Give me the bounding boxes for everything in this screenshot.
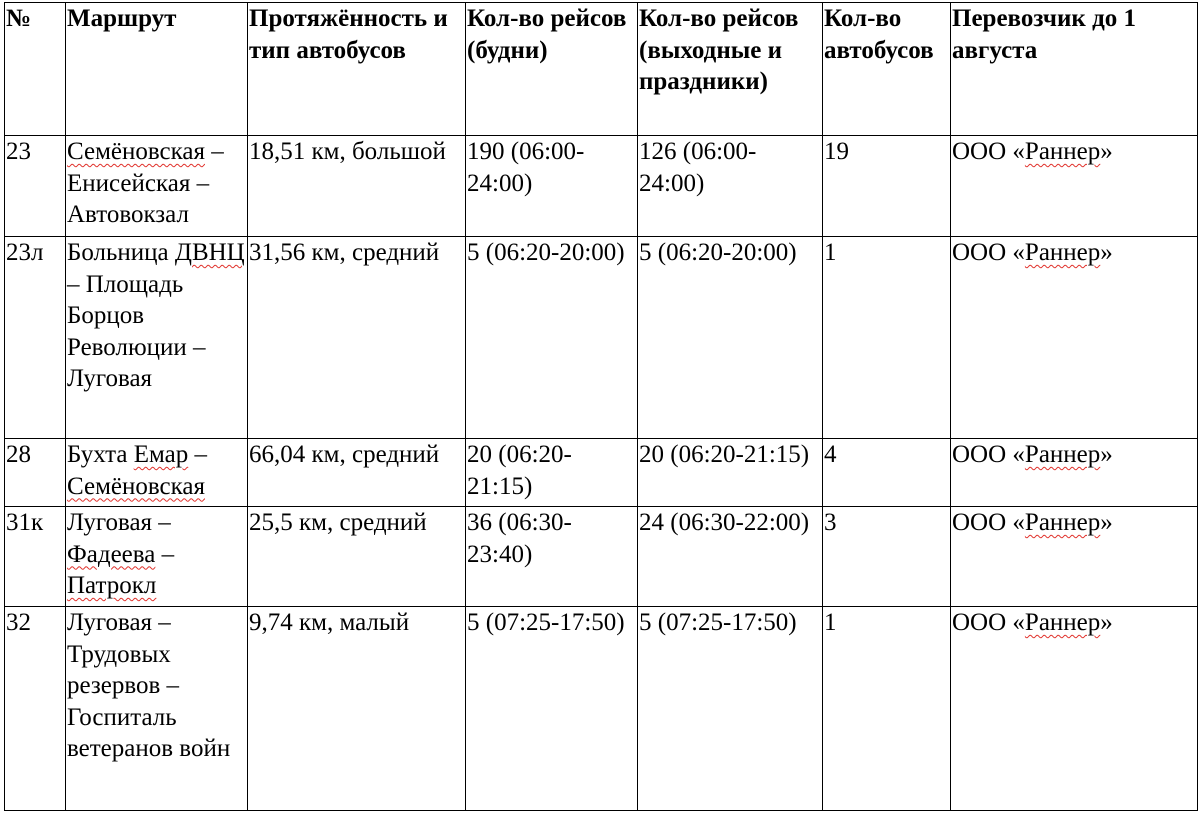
bus-count: 4 [823, 439, 951, 507]
table-row [5, 237, 1198, 439]
route-name-part: Бухта [67, 441, 134, 468]
carrier-part: Раннер [1024, 138, 1101, 165]
route-number: 23л [5, 237, 66, 439]
header-trips-weekdays: Кол-во рейсов (будни) [466, 3, 638, 136]
header-carrier: Перевозчик до 1 августа [951, 3, 1198, 136]
route-name-part: – [155, 540, 175, 568]
carrier-part: » [1100, 441, 1113, 468]
route-name-part: Фадеева [67, 540, 156, 568]
carrier [951, 507, 1198, 607]
trips-weekdays: 36 (06:30-23:40) [466, 507, 638, 607]
route-length-type: 18,51 км, большой [248, 136, 466, 237]
header-buses: Кол-во автобусов [823, 3, 951, 136]
route-name-part: Семёновская [67, 472, 205, 500]
carrier-part: ООО « [952, 239, 1025, 266]
carrier-part: » [1100, 509, 1113, 536]
carrier-part: » [1100, 138, 1113, 165]
carrier [951, 136, 1198, 237]
carrier [951, 237, 1198, 439]
trips-weekends: 24 (06:30-22:00) [638, 507, 823, 607]
route-name-part: Больница [67, 239, 175, 266]
carrier [951, 607, 1198, 811]
route-number: 28 [5, 439, 66, 507]
route-name-part: Семёновская [67, 138, 205, 165]
bus-count: 1 [823, 607, 951, 811]
route-name [66, 607, 248, 811]
route-name-part: – [188, 441, 207, 468]
header-row [5, 3, 1198, 136]
routes-table [4, 2, 1198, 811]
table-row [5, 607, 1198, 811]
header-route: Маршрут [66, 3, 248, 136]
carrier-part: ООО « [952, 609, 1025, 636]
carrier-part: » [1100, 609, 1113, 636]
bus-count: 1 [823, 237, 951, 439]
carrier-part: ООО « [952, 138, 1025, 165]
header-length-type: Протяжённость и тип автобусов [248, 3, 466, 136]
route-length-type: 31,56 км, средний [248, 237, 466, 439]
carrier [951, 439, 1198, 507]
header-trips-weekends: Кол-во рейсов (выходные и праздники) [638, 3, 823, 136]
route-name [66, 136, 248, 237]
carrier-part: Раннер [1024, 441, 1101, 468]
route-name [66, 439, 248, 507]
carrier-part: Раннер [1024, 509, 1101, 536]
route-name-part: ДВНЦ [174, 239, 245, 266]
bus-count: 19 [823, 136, 951, 237]
route-number: 32 [5, 607, 66, 811]
trips-weekdays: 190 (06:00-24:00) [466, 136, 638, 237]
trips-weekends: 5 (06:20-20:00) [638, 237, 823, 439]
route-name-part: Патрокл [67, 572, 157, 600]
route-name [66, 507, 248, 607]
route-number: 23 [5, 136, 66, 237]
header-number: № [5, 3, 66, 136]
bus-count: 3 [823, 507, 951, 607]
route-name [66, 237, 248, 439]
table-row [5, 136, 1198, 237]
route-length-type: 66,04 км, средний [248, 439, 466, 507]
carrier-part: ООО « [952, 509, 1025, 536]
table-row [5, 507, 1198, 607]
trips-weekends: 126 (06:00-24:00) [638, 136, 823, 237]
trips-weekends: 5 (07:25-17:50) [638, 607, 823, 811]
route-name-part: – Енисейская – Автовокзал [67, 138, 224, 229]
trips-weekdays: 5 (07:25-17:50) [466, 607, 638, 811]
route-name-part: Емар [133, 441, 189, 468]
route-number: 31к [5, 507, 66, 607]
carrier-part: ООО « [952, 441, 1025, 468]
carrier-part: » [1100, 239, 1113, 266]
table-row [5, 439, 1198, 507]
trips-weekdays: 5 (06:20-20:00) [466, 237, 638, 439]
route-name-part: – Площадь Борцов Революции – Луговая [67, 270, 206, 393]
route-name-part: Луговая – Трудовых резервов – Госпиталь ветеранов войн [67, 609, 231, 763]
route-length-type: 25,5 км, средний [248, 507, 466, 607]
carrier-part: Раннер [1024, 239, 1101, 266]
route-name-part: Луговая – [67, 509, 171, 536]
trips-weekdays: 20 (06:20-21:15) [466, 439, 638, 507]
carrier-part: Раннер [1024, 609, 1101, 636]
route-length-type: 9,74 км, малый [248, 607, 466, 811]
trips-weekends: 20 (06:20-21:15) [638, 439, 823, 507]
